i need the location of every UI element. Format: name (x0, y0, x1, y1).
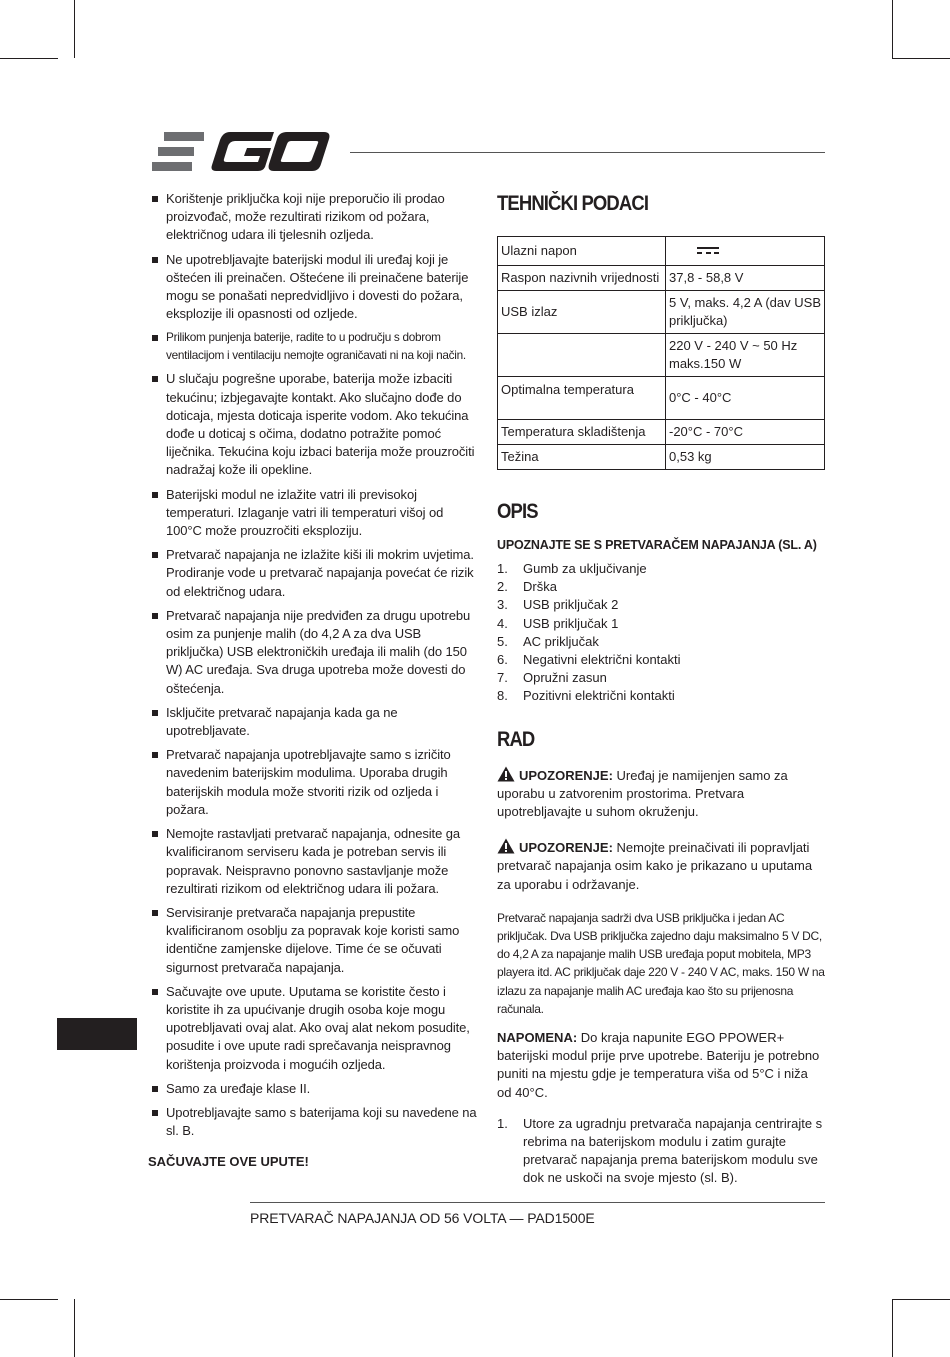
spec-label: Raspon nazivnih vrijednosti (498, 266, 666, 291)
list-item: Ne upotrebljavajte baterijski modul ili uređaj koji je oštećen ili preinačen. Oštećene ili preinačene baterije mogu se ponašati nepredvidljivo i dovesti do požara, eksplozije ili opasnosti od ozljede. (148, 251, 480, 324)
language-tab-marker (57, 1018, 137, 1050)
spec-label (498, 334, 666, 377)
description-subtitle: UPOZNAJTE SE S PRETVARAČEM NAPAJANJA (SL. A) (497, 538, 817, 552)
spec-value (666, 237, 825, 266)
footer-rule (250, 1202, 825, 1203)
note-paragraph: NAPOMENA: Do kraja napunite EGO PPOWER+ baterijski modul prije prve upotrebe. Bateriju je potrebno puniti na mjestu gdje je temperatura viša od 5°C i niža od 40°C. (497, 1030, 820, 1100)
safety-column (148, 190, 480, 1169)
spec-value: 0°C - 40°C (666, 377, 825, 420)
description-paragraph: Pretvarač napajanja sadrži dva USB priključka i jedan AC priključak. Dva USB priključka zajedno daju maksimalno 5 V DC, do 4,2 A za napajanje malih USB uređaja poput mobitela, MP3 playera itd. AC priključak daje 220 V - 240 V AC, maks. 150 W na izlazu za napajanje malih AC uređaja kao što su prijenosna računala. (497, 910, 825, 1016)
spec-value: 0,53 kg (666, 445, 825, 470)
page-footer: PRETVARAČ NAPAJANJA OD 56 VOLTA — PAD1500E (250, 1210, 595, 1226)
list-item: 5. AC priključak (497, 633, 599, 649)
table-row (498, 445, 825, 470)
spec-label: Optimalna temperatura (498, 377, 666, 420)
warning-paragraph: UPOZORENJE: Nemojte preinačivati ili popravljati pretvarač napajanja osim kako je prikazano u uputama za uporabu i održavanje. (497, 840, 813, 892)
spec-label: Ulazni napon (498, 237, 666, 266)
parts-list (497, 560, 825, 706)
list-item: Nemojte rastavljati pretvarač napajanja, odnesite ga kvalificiranom serviseru kada je potreban servis ili popravak. Neispravno ponovno sastavljanje može rezultirati rizikom od električnog udara ili požara. (148, 825, 480, 898)
spec-label: Težina (498, 445, 666, 470)
list-item: 2. Drška (497, 579, 557, 595)
spec-value: 37,8 - 58,8 V (666, 266, 825, 291)
step-item: 1. Utore za ugradnju pretvarača napajanja centrirajte s rebrima na baterijskom modulu i zatim gurajte pretvarač napajanja prema baterijskom modulu sve dok ne uskoči na svoje mjesto (sl. B). (497, 1115, 823, 1186)
spec-value: 5 V, maks. 4,2 A (dav USB priključka) (666, 291, 825, 334)
list-item: U slučaju pogrešne uporabe, baterija može izbaciti tekućinu; izbjegavajte kontakt. Ako slučajno dođe do doticaja, mjesta doticaja isperite vodom. Ako tekućina dođe u doticaj s očima, dodatno potražite pomoć liječnika. Tekućina koju izbaci baterija može prouzročiti nadražaj kože ili opekline. (148, 370, 480, 479)
list-item: Isključite pretvarač napajanja kada ga ne upotrebljavate. (148, 704, 480, 740)
table-row (498, 377, 825, 420)
spec-value: -20°C - 70°C (666, 420, 825, 445)
safety-list (148, 190, 480, 1140)
crop-mark (74, 0, 75, 58)
header-rule (350, 152, 825, 153)
crop-mark (892, 58, 950, 59)
info-column (497, 190, 825, 1188)
list-item: Pretvarač napajanja upotrebljavajte samo s izričito navedenim baterijskim modulima. Uporaba drugih baterijskih modula može stvoriti rizik od ozljeda i požara. (148, 746, 480, 819)
list-item: 1. Gumb za uključivanje (497, 561, 647, 576)
table-row (498, 266, 825, 291)
list-item: Prilikom punjenja baterije, radite to u području s dobrom ventilacijom i ventilaciju nemojte ograničavati ni na koji način. (148, 329, 480, 364)
operation-title: RAD (497, 727, 535, 751)
save-instructions-note: SAČUVAJTE OVE UPUTE! (148, 1154, 309, 1170)
crop-mark (74, 1299, 75, 1357)
crop-mark (892, 1299, 950, 1300)
list-item: Upotrebljavajte samo s baterijama koji su navedene na sl. B. (148, 1104, 480, 1140)
warning-icon (497, 766, 515, 782)
list-item: 4. USB priključak 1 (497, 615, 619, 631)
crop-mark (0, 1299, 58, 1300)
dc-current-icon (697, 245, 719, 255)
warning-icon (497, 838, 515, 854)
table-row (498, 334, 825, 377)
tech-specs-title: TEHNIČKI PODACI (497, 192, 649, 215)
table-row (498, 237, 825, 266)
list-item: Korištenje priključka koji nije preporučio ili prodao proizvođač, može rezultirati rizikom od požara, električnog udara ili tjelesnih ozljeda. (148, 190, 480, 245)
list-item: 8. Pozitivni električni kontakti (497, 688, 675, 704)
list-item: 3. USB priključak 2 (497, 597, 619, 613)
spec-label: USB izlaz (498, 291, 666, 334)
crop-mark (0, 58, 58, 59)
list-item: Pretvarač napajanja ne izlažite kiši ili mokrim uvjetima. Prodiranje vode u pretvarač napajanja povećat će rizik od električnog udara. (148, 546, 480, 601)
ego-logo (150, 130, 332, 174)
description-title: OPIS (497, 500, 538, 523)
spec-label: Temperatura skladištenja (498, 420, 666, 445)
list-item: Samo za uređaje klase II. (148, 1080, 480, 1098)
list-item: Servisiranje pretvarača napajanja prepustite kvalificiranom osoblju za popravak koje koristi samo identične zamjenske dijelove. Time će se očuvati sigurnost pretvarača napajanja. (148, 904, 480, 977)
crop-mark (892, 1299, 893, 1357)
list-item: Pretvarač napajanja nije predviđen za drugu upotrebu osim za punjenje malih (do 4,2 A za dva USB priključka) USB elektroničkih uređaja ili malih (do 150 W) AC uređaja. Sva druga upotreba može dovesti do oštećenja. (148, 607, 480, 698)
list-item: 6. Negativni električni kontakti (497, 652, 681, 668)
list-item: Baterijski modul ne izlažite vatri ili previsokoj temperaturi. Izlaganje vatri ili temperaturi višoj od 100°C može prouzročiti eksploziju. (148, 486, 480, 541)
warning-paragraph: UPOZORENJE: Uređaj je namijenjen samo za uporabu u zatvorenim prostorima. Pretvara upotrebljavajte u suhom okruženju. (497, 767, 788, 820)
table-row (498, 291, 825, 334)
list-item: Sačuvajte ove upute. Uputama se koristite često i koristite ih za upućivanje drugih osoba koje mogu upotrebljavati ovaj alat. Ako ovaj alat nekom posudite, posudite i ove upute radi sprečavanja neispravnog korištenja proizvoda i mogućih ozljeda. (148, 983, 480, 1074)
tech-specs-table (497, 236, 825, 470)
table-row (498, 420, 825, 445)
crop-mark (892, 0, 893, 58)
list-item: 7. Opružni zasun (497, 670, 607, 686)
spec-value: 220 V - 240 V ~ 50 Hz maks.150 W (666, 334, 825, 377)
